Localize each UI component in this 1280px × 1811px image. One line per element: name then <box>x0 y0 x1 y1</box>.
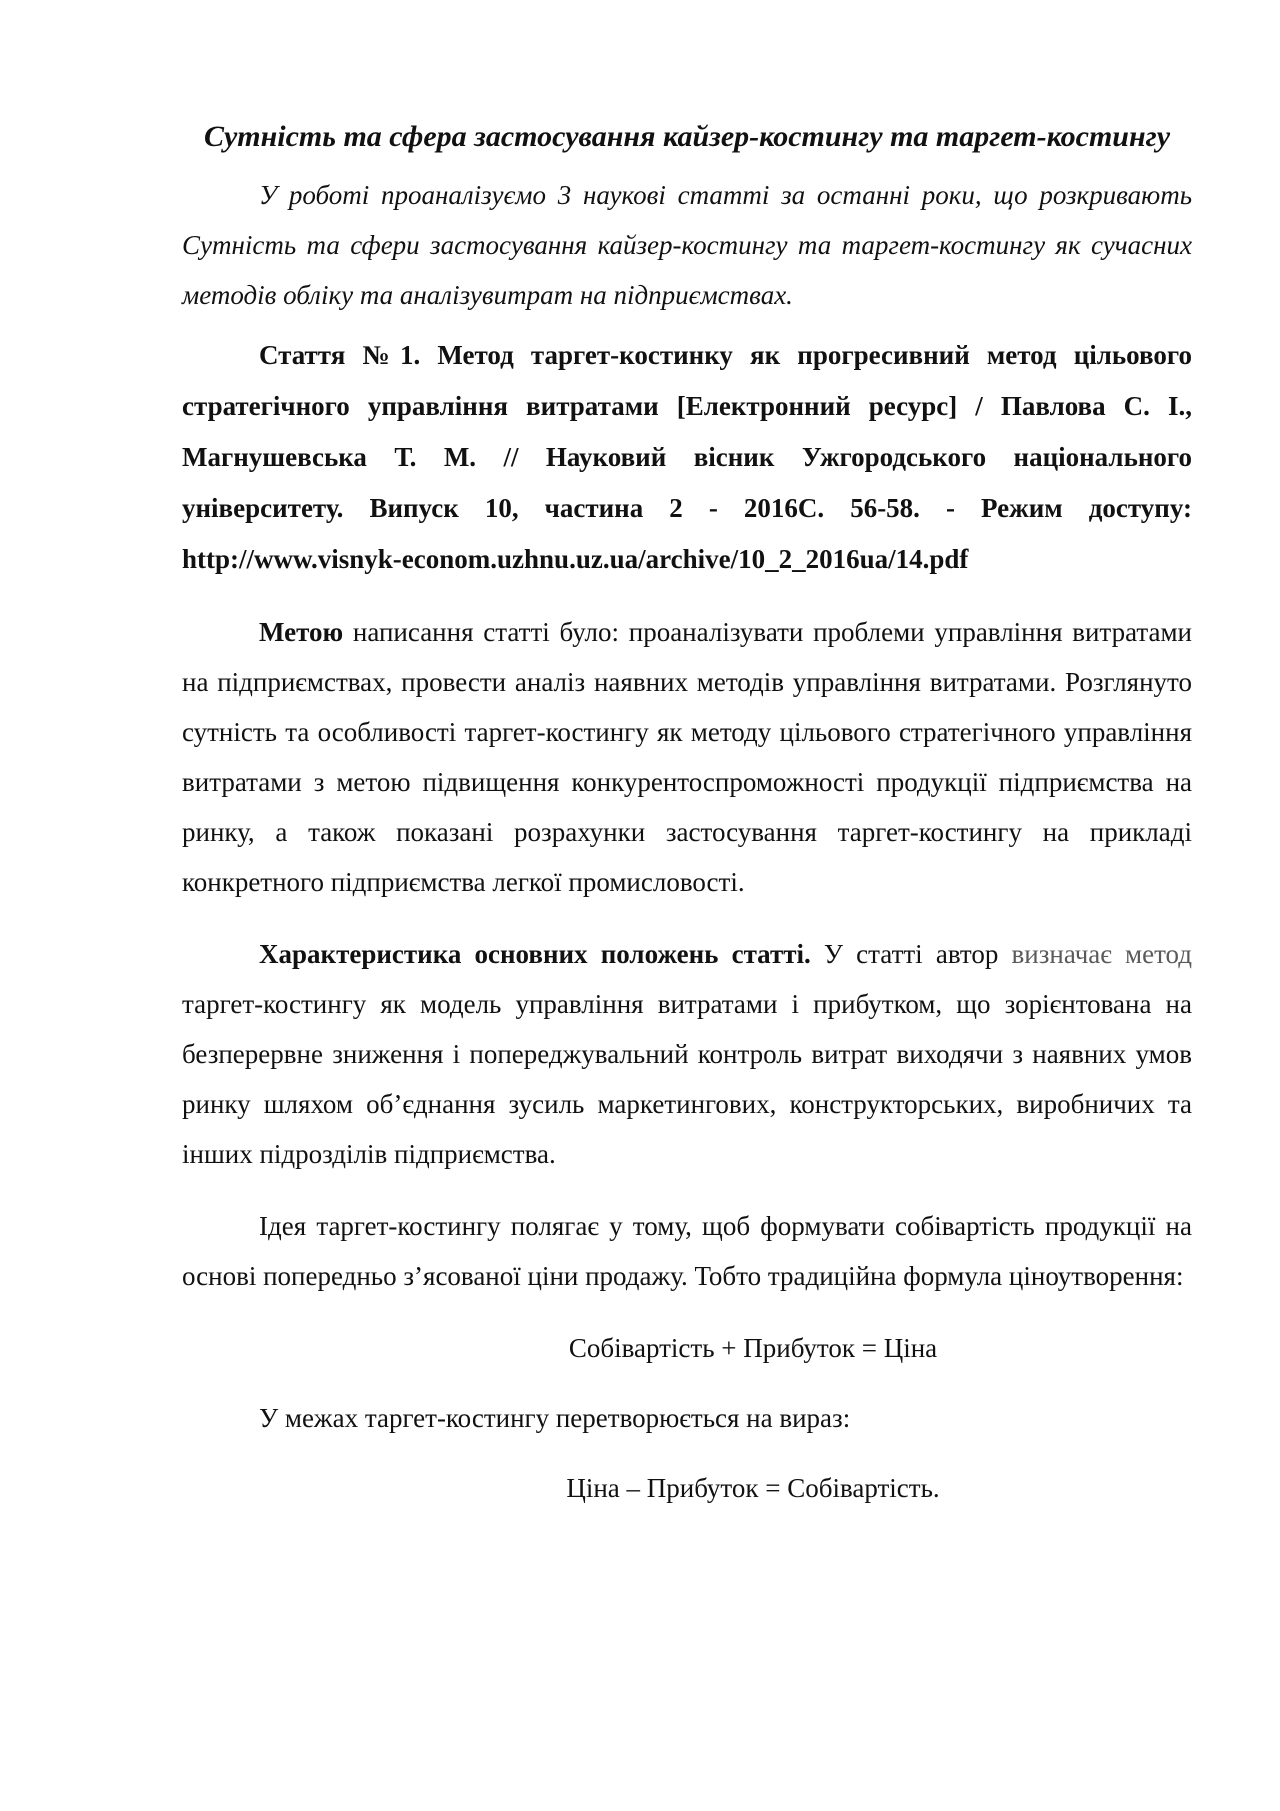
goal-text: написання статті було: проаналізувати проблеми управління витратами на підприємствах, провести аналіз наявних методів управління витратами. Розглянуто сутність та особливості таргет-костингу як методу цільового стратегічного управління витратами з метою підвищення конкурентоспроможності продукції підприємства на ринку, а також показані розрахунки застосування таргет-костингу на прикладі конкретного підприємства легкої промисловості. <box>182 617 1192 897</box>
formula-traditional: Собівартість + Прибуток = Ціна <box>568 1333 938 1363</box>
characteristics-paragraph <box>182 929 1192 1179</box>
idea-paragraph: Ідея таргет-костингу полягає у тому, щоб формувати собівартість продукції на основі попередньо з’ясованої ціни продажу. Тобто традиційна формула ціноутворення: <box>182 1211 1192 1291</box>
characteristics-text-after: таргет-костингу як модель управління витратами і прибутком, що зорієнтована на безперервне зниження і попереджувальний контроль витрат виходячи з наявних умов ринку шляхом об’єднання зусиль маркетингових, конструкторських, виробничих та інших підрозділів підприємства. <box>182 989 1192 1169</box>
characteristics-highlight: визначає метод <box>1011 939 1192 969</box>
transform-paragraph: У межах таргет-костингу перетворюється на вираз: <box>259 1403 851 1433</box>
formula-target: Ціна – Прибуток = Собівартість. <box>566 1473 940 1503</box>
article-citation: Стаття №1. Метод таргет-костинку як прогресивний метод цільового стратегічного управління витратами [Електронний ресурс] / Павлова С. І., Магнушевська Т. М. // Науковий вісник Ужгородського національного університету. Випуск 10, частина 2 - 2016С. 56-58. - Режим доступу: http://www.visnyk-econom.uzhnu.uz.ua/archive/10_2_2016ua/14.pdf <box>182 340 1192 574</box>
document-page <box>182 115 1192 1513</box>
characteristics-lead: Характеристика основних положень статті. <box>259 939 811 969</box>
document-title: Сутність та сфера застосування кайзер-костингу та таргет-костингу <box>203 120 1171 153</box>
intro-paragraph: У роботі проаналізуємо 3 наукові статті за останні роки, що розкривають Сутність та сфери застосування кайзер-костингу та таргет-костингу як сучасних методів обліку та аналізувитрат на підприємствах. <box>182 180 1192 310</box>
characteristics-text-before: У статті автор <box>810 939 1012 969</box>
goal-lead: Метою <box>259 617 344 647</box>
goal-paragraph <box>182 607 1192 907</box>
